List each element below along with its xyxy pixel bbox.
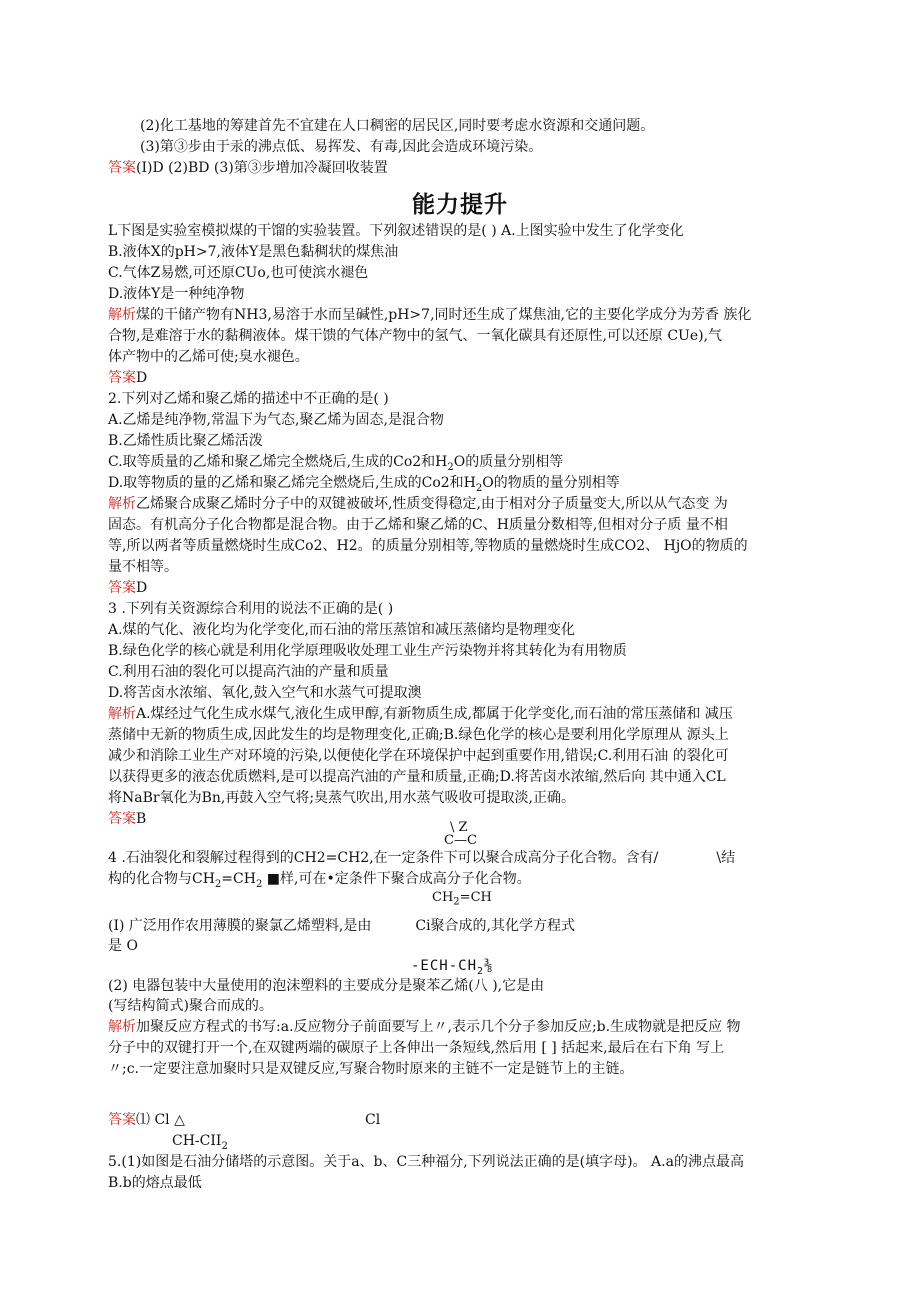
answer-line	[108, 368, 147, 388]
answer-text: ⑴ Cl △	[136, 1112, 185, 1128]
section-title: 能力提升	[412, 192, 508, 218]
option-c: C.利用石油的裂化可以提高汽油的产量和质量	[108, 664, 389, 680]
question-part: 是 O	[108, 938, 138, 954]
answer-text: D	[136, 580, 148, 596]
option-a: A.乙烯是纯净物,常温下为气态,聚乙烯为固态,是混合物	[108, 412, 444, 428]
option-d: D.取等物质的量的乙烯和聚乙烯完全燃烧后,生成的Co2和$H_2O$的物质的量分别相等	[108, 475, 620, 494]
option-c: C.取等质量的乙烯和聚乙烯完全燃烧后,生成的Co2和$H_2O$的质量分别相等	[108, 454, 564, 473]
question-stem: 4 .石油裂化和裂解过程得到的CH2=CH2,在一定条件下可以聚合成高分子化合物。含有/ \结	[108, 850, 736, 866]
option-c: C.气体Z易燃,可还原CUo,也可使滨水褪色	[108, 265, 369, 281]
answer-line	[108, 809, 146, 829]
explanation-label: 解析	[108, 496, 136, 512]
structure-cc: C—C	[444, 833, 477, 848]
explanation-text: A.煤经过气化生成水煤气,液化生成甲醇,有新物质生成,都属于化学变化,而石油的常压蒸储和 减压	[136, 706, 733, 722]
option-b: B.乙烯性质比聚乙烯活泼	[108, 433, 263, 449]
question-stem: 构的化合物与$CH_2=CH_2$ ■样,可在•定条件下聚合成高分子化合物。	[108, 871, 531, 890]
option-a: A.煤的气化、液化均为化学变化,而石油的常压蒸馆和减压蒸储均是物理变化	[108, 622, 576, 638]
text-line: (2)化工基地的筹建首先不宜建在人口稠密的居民区,同时要考虑水资源和交通问题。	[140, 118, 655, 134]
structure-formula: $CH_2=CH$	[432, 890, 492, 908]
question-stem: 5.(1)如图是石油分储塔的示意图。关于a、b、C三种福分,下列说法正确的是(填字母)。 A.a的沸点最高	[108, 1154, 744, 1170]
question-part: (写结构简式)聚合而成的。	[108, 998, 273, 1014]
option-b: B.液体X的pH>7,液体Y是黑色黏稠状的煤焦油	[108, 244, 399, 260]
option-d: D.将苦卤水浓缩、氧化,鼓入空气和水蒸气可提取澳	[108, 685, 422, 701]
question-part: (I) 广泛用作农用薄膜的聚氯乙烯塑料,是由 Ci聚合成的,其化学方程式	[108, 918, 575, 934]
question-stem: 2.下列对乙烯和聚乙烯的描述中不正确的是( )	[108, 391, 389, 407]
question-stem: L下图是实验室模拟煤的干馏的实验装置。下列叙述错误的是( ) A.上图实验中发生了化学变化	[108, 223, 684, 239]
explanation-line: 蒸储中无新的物质生成,因此发生的均是物理变化,正确;B.绿色化学的核心是要利用化学原理从 源头上	[108, 727, 729, 743]
answer-formula: $CH-CII_2$	[172, 1133, 228, 1152]
option-b: B.b的熔点最低	[108, 1175, 202, 1191]
answer-fragment: Cl	[365, 1112, 381, 1128]
explanation-line: 减少和消除工业生产对环境的污染,以便使化学在环境保护中起到重要作用,错误;C.利用石油 的裂化可	[108, 748, 729, 764]
answer-text: B	[136, 811, 147, 827]
question-part: (2) 电器包装中大量使用的泡沫塑料的主要成分是聚苯乙烯(八 ),它是由	[108, 978, 545, 994]
explanation-text: 煤的干储产物有NH3,易溶于水而呈碱性,pH>7,同时还生成了煤焦油,它的主要化学成分为芳香 族化	[136, 307, 752, 323]
explanation-label: 解析	[108, 1019, 136, 1035]
answer-line	[108, 578, 147, 598]
explanation-line	[108, 494, 728, 514]
explanation-text: 乙烯聚合成聚乙烯时分子中的双键被破坏,性质变得稳定,由于相对分子质量变大,所以从气态变 为	[136, 496, 728, 512]
explanation-line	[108, 305, 751, 325]
answer-text: (I)D (2)BD (3)第③步增加冷凝回收装置	[136, 160, 388, 176]
answer-label: 答案	[108, 1112, 136, 1128]
answer-label: 答案	[108, 580, 136, 596]
answer-text: D	[136, 370, 148, 386]
polymer-formula: $-ECH-CH_2\frac{3}{8}$	[411, 958, 494, 977]
option-b: B.绿色化学的核心就是利用化学原理吸收处理工业生产污染物并将其转化为有用物质	[108, 643, 627, 659]
explanation-line: 分子中的双键打开一个,在双键两端的碳原子上各伸出一条短线,然后用 [ ] 括起来,最后在右下角 写上	[108, 1040, 725, 1056]
question-stem: 3 .下列有关资源综合利用的说法不正确的是( )	[108, 601, 394, 617]
text-line: (3)第③步由于汞的沸点低、易挥发、有毒,因此会造成环境污染。	[140, 139, 543, 155]
explanation-line	[108, 1017, 741, 1037]
explanation-line	[108, 704, 733, 724]
structure-bonds: \ Z	[450, 820, 468, 835]
answer-label: 答案	[108, 370, 136, 386]
explanation-line: 将NaBr氧化为Bn,再鼓入空气将;臭蒸气吹出,用水蒸气吸收可提取淡,正确。	[108, 790, 575, 806]
answer-label: 答案	[108, 160, 136, 176]
explanation-label: 解析	[108, 307, 136, 323]
answer-line	[108, 1110, 185, 1130]
answer-line	[108, 158, 388, 178]
explanation-line: 固态。有机高分子化合物都是混合物。由于乙烯和聚乙烯的C、H质量分数相等,但相对分子质 量不相	[108, 517, 728, 533]
explanation-line: 体产物中的乙烯可使;臭水褪色。	[108, 349, 309, 365]
explanation-line: 等,所以两者等质量燃烧时生成Co2、H2。的质量分别相等,等物质的量燃烧时生成CO2、 HjO的物质的	[108, 538, 748, 554]
explanation-text: 加聚反应方程式的书写:a.反应物分子前面要写上〃,表示几个分子参加反应;b.生成物就是把反应 物	[136, 1019, 741, 1035]
answer-label: 答案	[108, 811, 136, 827]
option-d: D.液体Y是一种纯净物	[108, 286, 245, 302]
explanation-line: 以获得更多的液态优质燃料,是可以提高汽油的产量和质量,正确;D.将苦卤水浓缩,然后向 其中通入CL	[108, 769, 726, 785]
explanation-line: 合物,是难溶于水的黏稠液体。煤干馈的气体产物中的氢气、一氧化碳具有还原性,可以还原 CUe),气	[108, 328, 723, 344]
explanation-label: 解析	[108, 706, 136, 722]
explanation-line: 量不相等。	[108, 559, 178, 575]
explanation-line: 〃;c.一定要注意加聚时只是双键反应,写聚合物时原来的主链不一定是链节上的主链。	[108, 1061, 634, 1077]
